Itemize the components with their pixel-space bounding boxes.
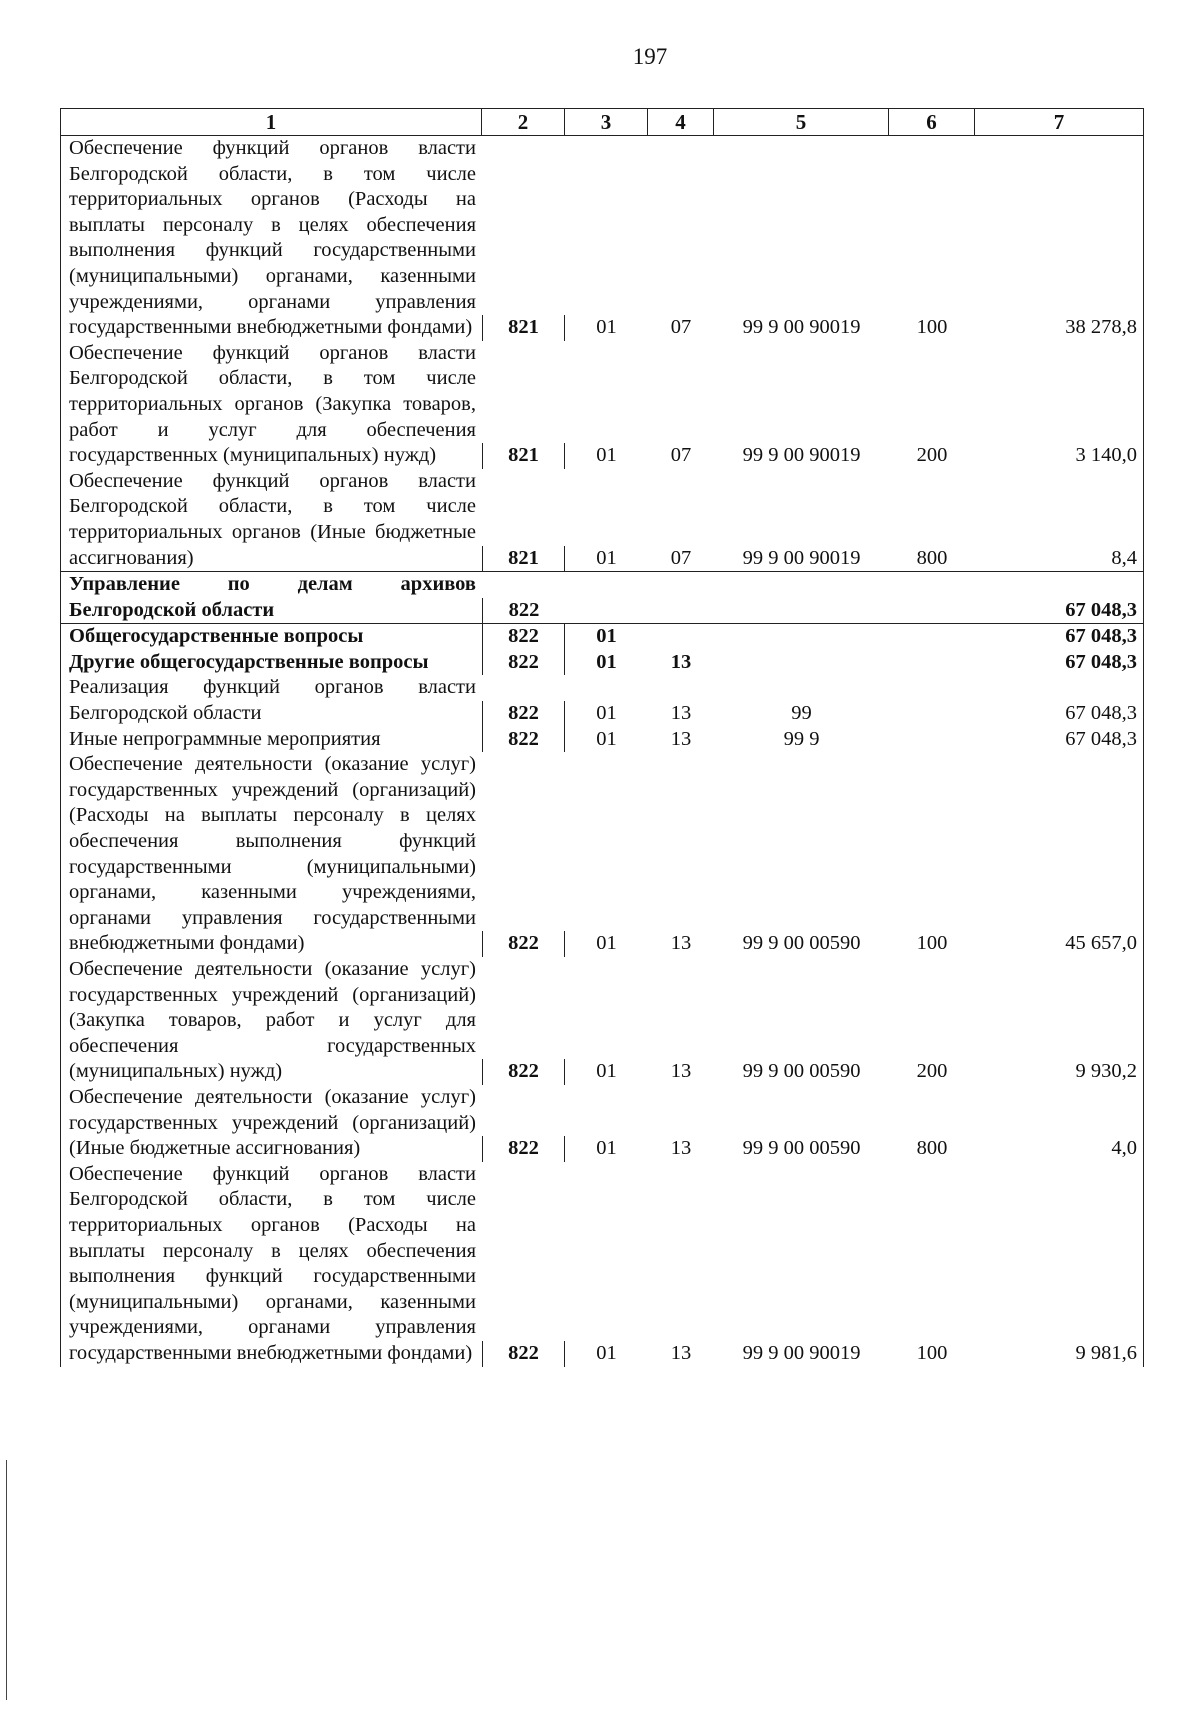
header-col-2: 2 bbox=[482, 109, 565, 135]
budget-table bbox=[60, 108, 1144, 1367]
row-subsection: 07 bbox=[670, 316, 692, 339]
row-ministry: 822 bbox=[482, 624, 565, 650]
row-target-article: 99 9 00 90019 bbox=[742, 316, 861, 339]
table-row bbox=[61, 675, 1143, 726]
row-ministry: 822 bbox=[482, 1136, 565, 1162]
row-name: Обеспечение деятельности (оказание услуг) государственных учреждений (организаций) (Иные бюджетные ассигнования) bbox=[69, 1085, 476, 1160]
row-name: Реализация функций органов власти Белгородской области bbox=[69, 676, 476, 725]
row-subsection: 13 bbox=[670, 727, 692, 750]
row-ministry: 822 bbox=[482, 727, 565, 753]
row-name: Другие общегосударственные вопросы bbox=[69, 650, 429, 673]
row-target-article: 99 9 00 90019 bbox=[742, 1341, 861, 1364]
row-name: Обеспечение деятельности (оказание услуг) государственных учреждений (организаций) (Расходы на выплаты персоналу в целях обеспечения выполнения функций государственными (муниципальными) органами, казенными учреждениями, органами управления государственными внебюджетными фондами) bbox=[69, 753, 476, 955]
row-amount: 9 930,2 bbox=[1075, 1060, 1137, 1083]
row-subsection: 07 bbox=[670, 546, 692, 569]
header-col-5: 5 bbox=[714, 109, 889, 135]
table-row bbox=[61, 341, 1143, 469]
row-section: 01 bbox=[596, 444, 617, 467]
row-target-article: 99 9 00 00590 bbox=[742, 1060, 861, 1083]
row-amount: 67 048,3 bbox=[1065, 727, 1137, 750]
table-header bbox=[61, 109, 1143, 136]
row-name: Управление по делам архивов Белгородской области bbox=[69, 573, 476, 621]
header-col-6: 6 bbox=[889, 109, 975, 135]
row-amount: 67 048,3 bbox=[1065, 650, 1137, 673]
row-amount: 67 048,3 bbox=[1065, 625, 1137, 648]
row-target-article: 99 9 00 00590 bbox=[742, 932, 861, 955]
row-ministry: 822 bbox=[482, 931, 565, 957]
header-col-3: 3 bbox=[565, 109, 648, 135]
table-row bbox=[61, 957, 1143, 1085]
row-amount: 4,0 bbox=[1111, 1137, 1137, 1160]
row-ministry: 821 bbox=[482, 443, 565, 469]
row-ministry: 821 bbox=[482, 546, 565, 572]
row-amount: 3 140,0 bbox=[1075, 444, 1137, 467]
scan-margin-line bbox=[6, 1460, 7, 1700]
row-name: Общегосударственные вопросы bbox=[69, 625, 364, 648]
row-ministry: 822 bbox=[482, 650, 565, 676]
row-section: 01 bbox=[596, 316, 617, 339]
row-expense-type: 800 bbox=[916, 1137, 948, 1160]
table-row bbox=[61, 1162, 1143, 1367]
row-section: 01 bbox=[596, 1341, 617, 1364]
row-expense-type: 100 bbox=[916, 932, 948, 955]
table-row bbox=[61, 623, 1143, 650]
row-target-article: 99 bbox=[791, 702, 812, 725]
row-section: 01 bbox=[596, 625, 617, 648]
row-amount: 9 981,6 bbox=[1075, 1341, 1137, 1364]
row-name: Обеспечение функций органов власти Белгородской области, в том числе территориальных органов (Закупка товаров, работ и услуг для обеспечения государственных (муниципальных) нужд) bbox=[69, 341, 476, 467]
row-section: 01 bbox=[596, 702, 617, 725]
row-subsection: 13 bbox=[670, 1137, 692, 1160]
row-name: Иные непрограммные мероприятия bbox=[69, 727, 381, 750]
table-row bbox=[61, 469, 1143, 571]
row-subsection: 07 bbox=[670, 444, 692, 467]
row-amount: 38 278,8 bbox=[1065, 316, 1137, 339]
row-amount: 8,4 bbox=[1111, 546, 1137, 569]
row-ministry: 821 bbox=[482, 315, 565, 341]
row-ministry: 822 bbox=[482, 701, 565, 727]
row-expense-type: 100 bbox=[916, 1341, 948, 1364]
row-section: 01 bbox=[596, 727, 617, 750]
row-subsection: 13 bbox=[670, 1060, 692, 1083]
row-section: 01 bbox=[596, 1060, 617, 1083]
row-name: Обеспечение функций органов власти Белгородской области, в том числе территориальных органов (Расходы на выплаты персоналу в целях обеспечения выполнения функций государственными (муниципальными) органами, казенными учреждениями, органами управления государственными внебюджетными фондами) bbox=[69, 1162, 476, 1364]
page-number: 197 bbox=[632, 44, 668, 69]
row-target-article: 99 9 00 00590 bbox=[742, 1137, 861, 1160]
row-name: Обеспечение функций органов власти Белгородской области, в том числе территориальных органов (Расходы на выплаты персоналу в целях обеспечения выполнения функций государственными (муниципальными) органами, казенными учреждениями, органами управления государственными внебюджетными фондами) bbox=[69, 137, 476, 339]
table-row bbox=[61, 650, 1143, 676]
row-amount: 45 657,0 bbox=[1065, 932, 1137, 955]
row-target-article: 99 9 bbox=[783, 727, 820, 750]
row-expense-type: 100 bbox=[916, 316, 948, 339]
row-section: 01 bbox=[596, 932, 617, 955]
row-amount: 67 048,3 bbox=[1065, 702, 1137, 725]
row-ministry: 822 bbox=[482, 1059, 565, 1085]
table-row bbox=[61, 752, 1143, 957]
row-subsection: 13 bbox=[670, 1341, 692, 1364]
row-section: 01 bbox=[596, 546, 617, 569]
table-row bbox=[61, 136, 1143, 341]
row-amount: 67 048,3 bbox=[1065, 598, 1137, 621]
row-subsection: 13 bbox=[670, 702, 692, 725]
row-section: 01 bbox=[596, 650, 617, 673]
table-row-department bbox=[61, 571, 1143, 623]
header-col-4: 4 bbox=[648, 109, 714, 135]
row-target-article: 99 9 00 90019 bbox=[742, 546, 861, 569]
row-subsection: 13 bbox=[670, 650, 692, 673]
header-col-1: 1 bbox=[61, 109, 482, 135]
row-ministry: 822 bbox=[482, 598, 565, 624]
row-ministry: 822 bbox=[482, 1341, 565, 1367]
row-expense-type: 200 bbox=[916, 1060, 948, 1083]
row-section: 01 bbox=[596, 1137, 617, 1160]
row-subsection: 13 bbox=[670, 932, 692, 955]
header-col-7: 7 bbox=[1053, 110, 1065, 134]
row-expense-type: 800 bbox=[916, 546, 948, 569]
row-name: Обеспечение функций органов власти Белгородской области, в том числе территориальных органов (Иные бюджетные ассигнования) bbox=[69, 469, 476, 569]
row-target-article: 99 9 00 90019 bbox=[742, 444, 861, 467]
table-row bbox=[61, 1085, 1143, 1162]
row-expense-type: 200 bbox=[916, 444, 948, 467]
table-row bbox=[61, 727, 1143, 753]
row-name: Обеспечение деятельности (оказание услуг) государственных учреждений (организаций) (Закупка товаров, работ и услуг для обеспечения государственных (муниципальных) нужд) bbox=[69, 958, 476, 1083]
